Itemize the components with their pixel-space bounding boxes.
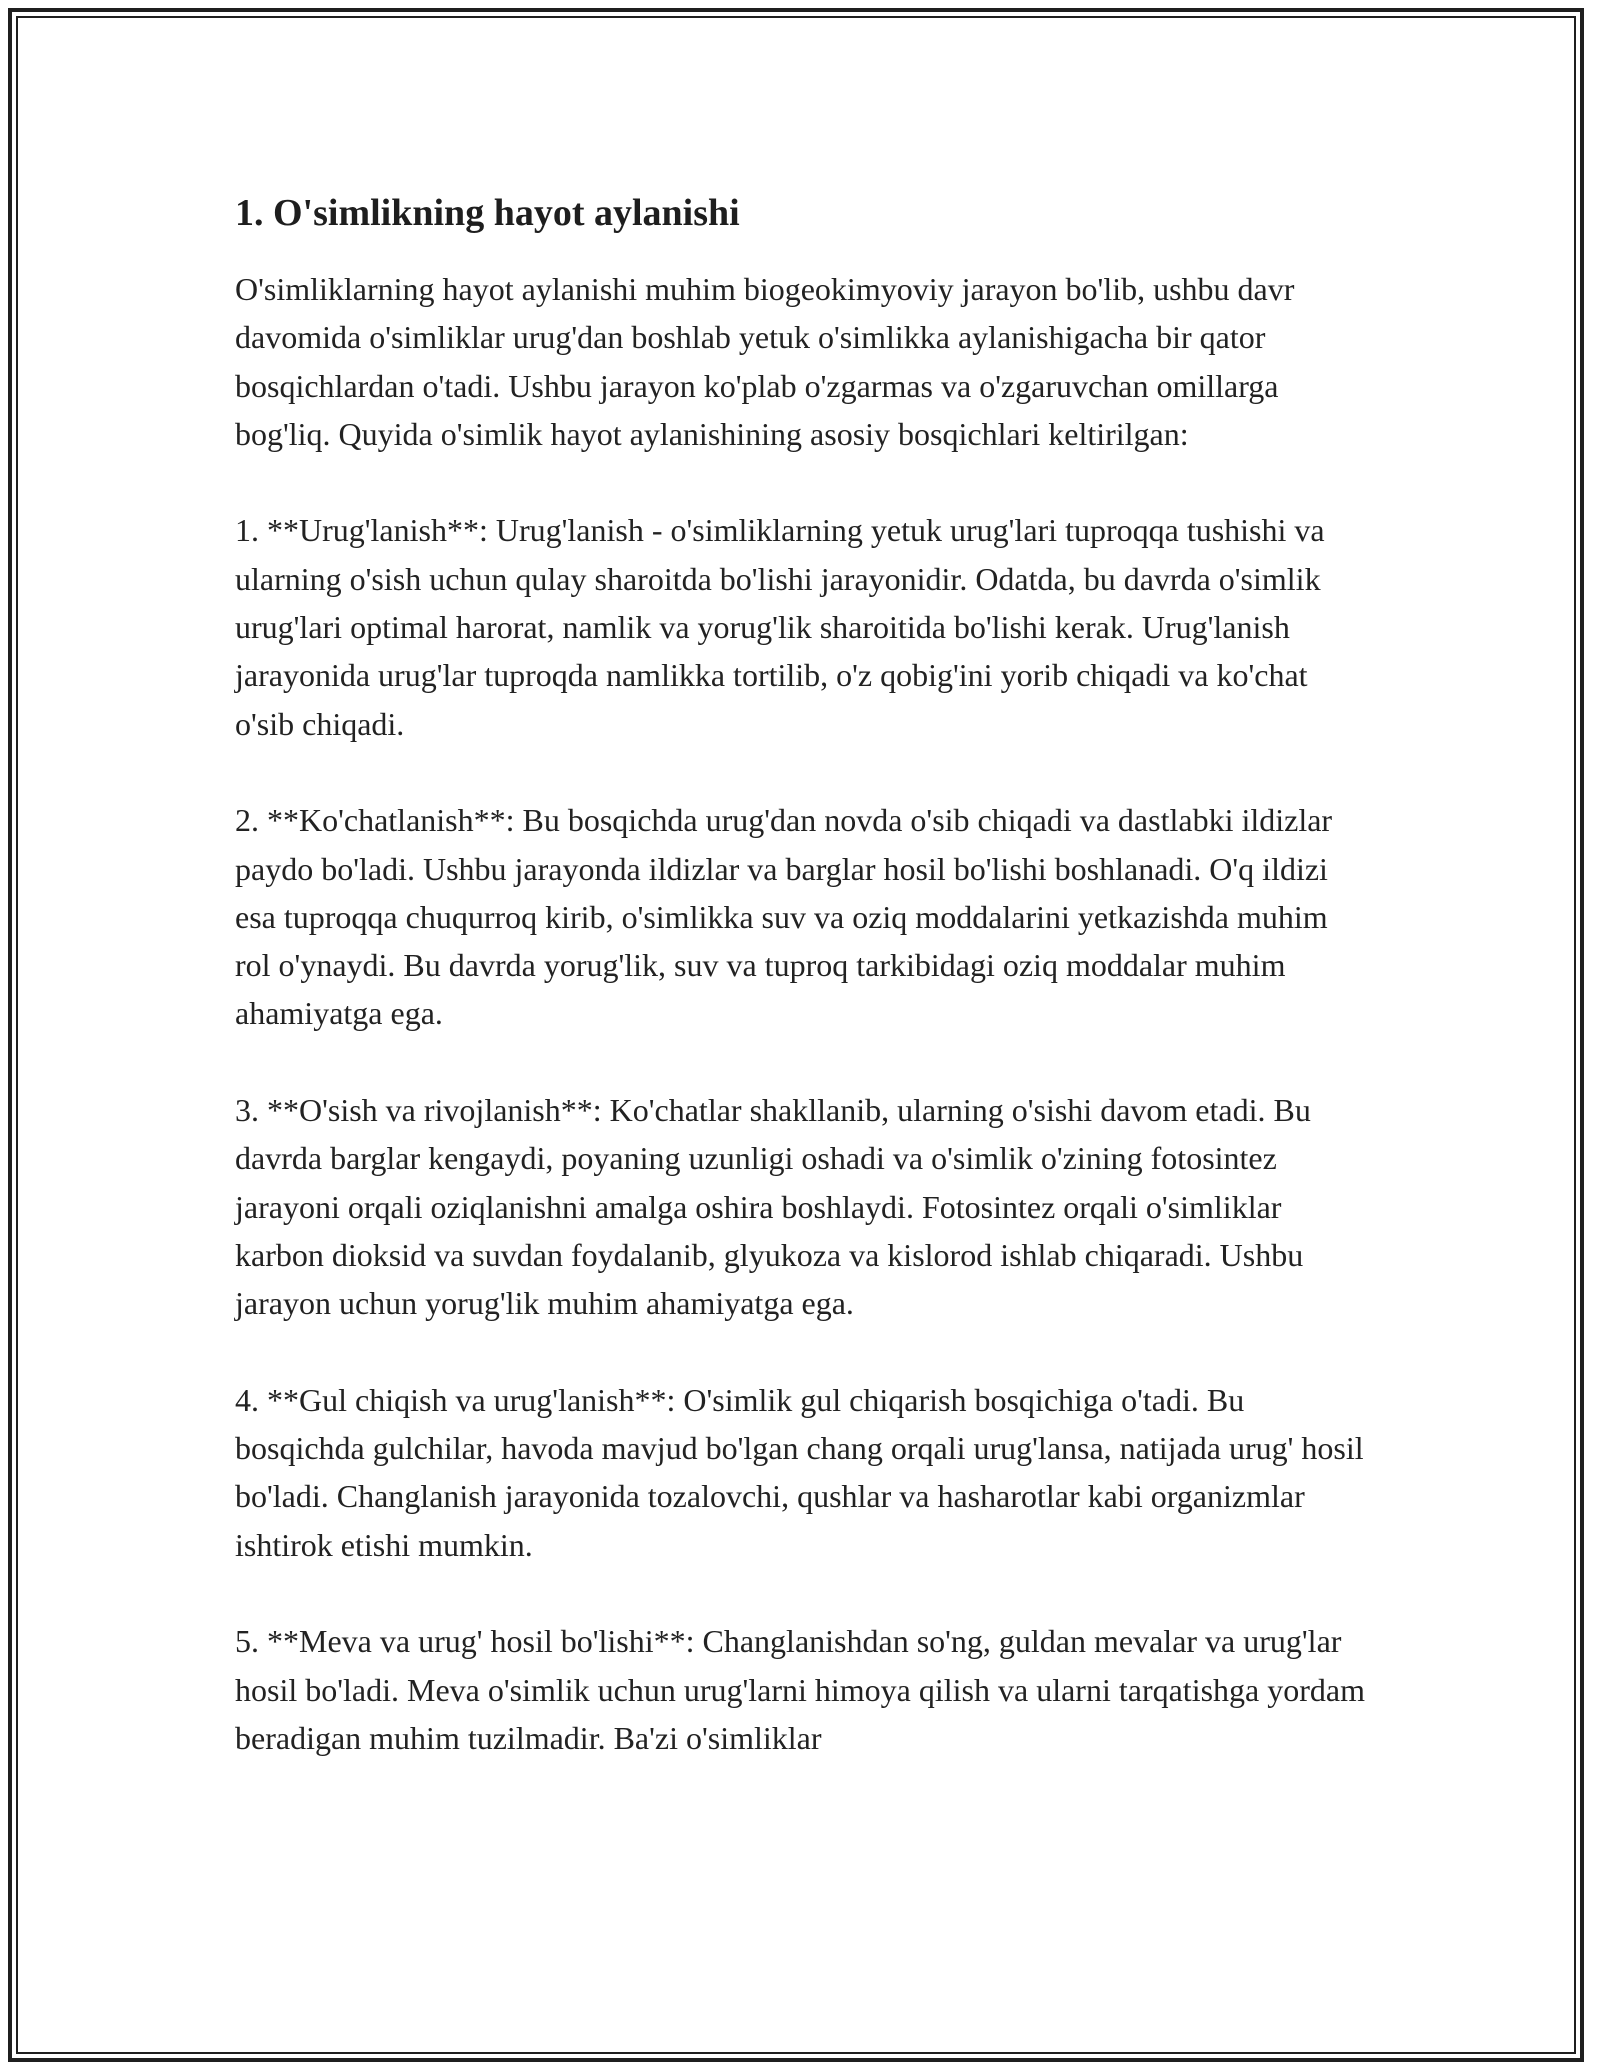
list-item-fruit-seed: 5. **Meva va urug' hosil bo'lishi**: Changlanishdan so'ng, guldan mevalar va urug'lar hosil bo'ladi. Meva o'simlik uchun urug'larni himoya qilish va ularni tarqatishga yordam beradigan muhim tuzilmadir. Ba'zi o'simliklar — [235, 1623, 1365, 1756]
list-item-germination: 1. **Urug'lanish**: Urug'lanish - o'simliklarning yetuk urug'lari tuproqqa tushishi va ularning o'sish uchun qulay sharoitda bo'lishi jarayonidir. Odatda, bu davrda o'simlik urug'lari optimal harorat, namlik va yorug'lik sharoitida bo'lishi kerak. Urug'lanish jarayonida urug'lar tuproqda namlikka tortilib, o'z qobig'ini yorib chiqadi va ko'chat o'sib chiqadi. — [235, 512, 1325, 742]
list-item-flowering: 4. **Gul chiqish va urug'lanish**: O'simlik gul chiqarish bosqichiga o'tadi. Bu bosqichda gulchilar, havoda mavjud bo'lgan chang orqali urug'lansa, natijada urug' hosil bo'ladi. Changlanish jarayonida tozalovchi, qushlar va hasharotlar kabi organizmlar ishtirok etishi mumkin. — [235, 1381, 1364, 1563]
document-body — [235, 187, 1370, 1811]
list-item-growth: 3. **O'sish va rivojlanish**: Ko'chatlar shakllanib, ularning o'sishi davom etadi. Bu davrda barglar kengaydi, poyaning uzunligi oshadi va o'simlik o'zining fotosintez jarayoni orqali oziqlanishni amalga oshira boshlaydi. Fotosintez orqali o'simliklar karbon dioksid va suvdan foydalanib, glyukoza va kislorod ishlab chiqaradi. Ushbu jarayon uchun yorug'lik muhim ahamiyatga ega. — [235, 1092, 1311, 1322]
intro-paragraph: O'simliklarning hayot aylanishi muhim biogeokimyoviy jarayon bo'lib, ushbu davr davomida o'simliklar urug'dan boshlab yetuk o'simlikka aylanishigacha bir qator bosqichlardan o'tadi. Ushbu jarayon ko'plab o'zgarmas va o'zgaruvchan omillarga bog'liq. Quyida o'simlik hayot aylanishining asosiy bosqichlari keltirilgan: — [235, 271, 1295, 452]
document-title: 1. O'simlikning hayot aylanishi — [235, 192, 740, 234]
list-item-seedling: 2. **Ko'chatlanish**: Bu bosqichda urug'dan novda o'sib chiqadi va dastlabki ildizlar paydo bo'ladi. Ushbu jarayonda ildizlar va barglar hosil bo'lishi boshlanadi. O'q ildizi esa tuproqqa chuqurroq kirib, o'simlikka suv va oziq moddalarini yetkazishda muhim rol o'ynaydi. Bu davrda yorug'lik, suv va tuproq tarkibidagi oziq moddalar muhim ahamiyatga ega. — [235, 802, 1333, 1032]
